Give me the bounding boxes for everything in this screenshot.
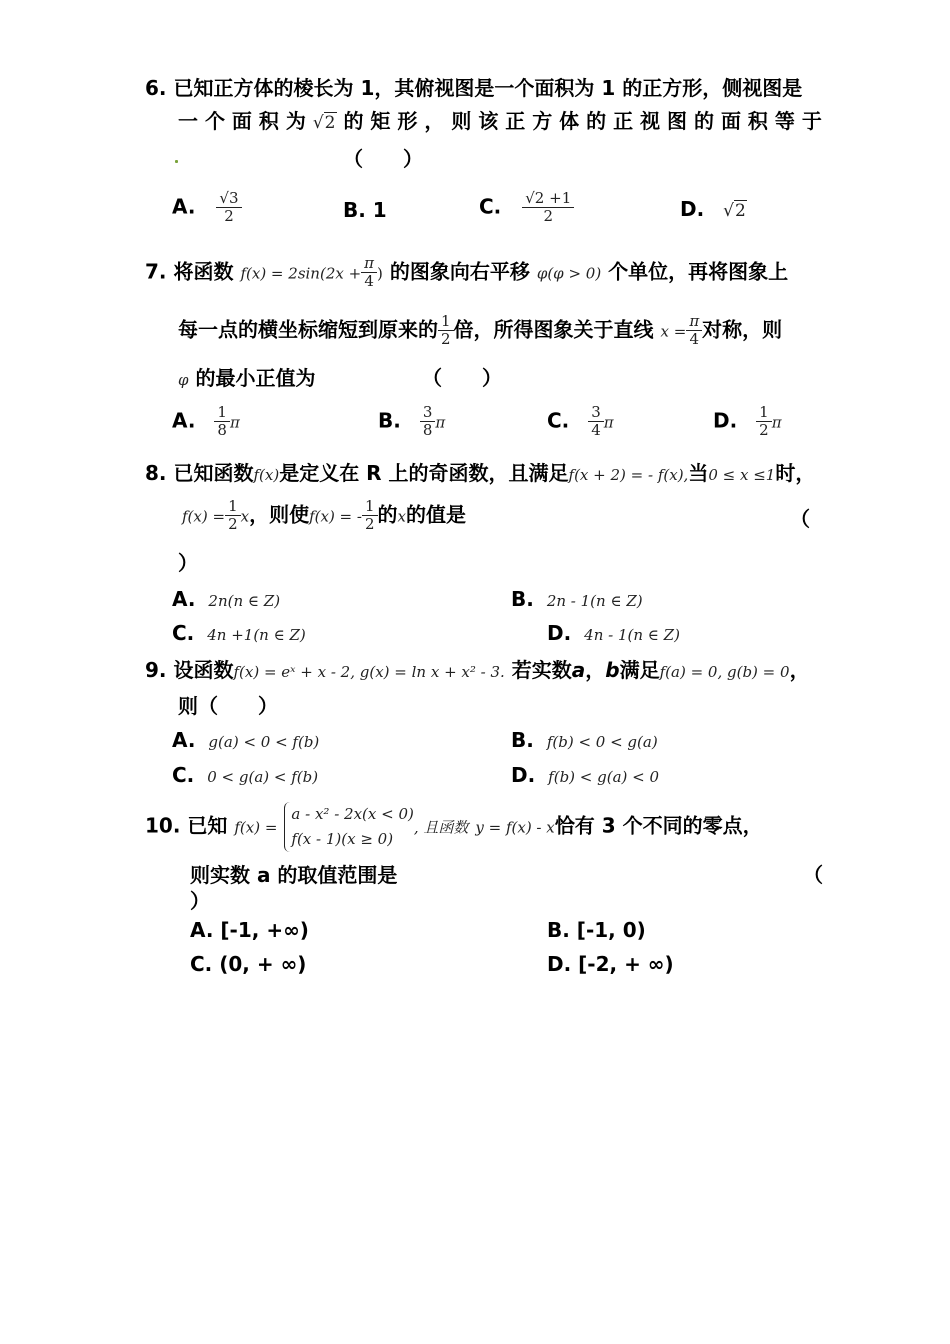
q7-option-c-label: C.: [547, 408, 570, 433]
q6-option-a-label: A.: [172, 194, 196, 219]
q8-half: $\frac{1}{2}$: [225, 498, 241, 534]
q7-option-b-frac: $\frac{3}{8}$: [420, 404, 436, 440]
q7-option-d-frac: $\frac{1}{2}$: [756, 404, 772, 440]
q7-option-c-frac: $\frac{3}{4}$: [588, 404, 604, 440]
q6-option-d-sqrt: √2: [723, 201, 746, 221]
q7-option-a-label: A.: [172, 408, 196, 433]
q9-option-d-label: D.: [511, 763, 536, 787]
q7-label: 7. 将函数: [145, 259, 234, 284]
q8-line2-t2: 的: [377, 502, 398, 527]
q9-option-d: [511, 765, 659, 785]
q7-option-a: [172, 404, 240, 440]
q7-option-d-label: D.: [713, 408, 738, 433]
q10-line1: [145, 802, 763, 852]
q8-line2-x: x: [240, 507, 250, 526]
q6-option-d: [680, 199, 747, 220]
q7-option-a-frac: $\frac{1}{8}$: [214, 404, 230, 440]
q8-half-2: $\frac{1}{2}$: [362, 498, 378, 534]
q8-t2: 当: [688, 461, 709, 485]
q6-line2-a: 一 个 面 积 为: [178, 109, 306, 133]
q8-option-a-label: A.: [172, 587, 196, 611]
q8-option-a: [172, 589, 280, 609]
q9-option-b-value: f(b) < 0 < g(a): [546, 733, 658, 751]
q7-option-b-label: B.: [378, 408, 401, 433]
q8-line1: [145, 463, 815, 483]
q8-line2-f: f(x) =: [182, 507, 226, 526]
q9-option-b-label: B.: [511, 728, 534, 752]
q8-option-b: [511, 589, 643, 609]
q9-t1: 若实数: [511, 658, 572, 682]
q8-option-d: [547, 623, 680, 643]
pi-symbol: π: [435, 413, 446, 432]
q6-option-c: [479, 190, 574, 226]
q10-piecewise: [284, 802, 413, 852]
q6-option-b: B. 1: [343, 198, 387, 222]
q7-line2-b: 倍，所得图象关于直线: [453, 317, 654, 342]
q8-line2-f2: f(x) = -: [309, 507, 362, 526]
pi-symbol: π: [771, 413, 782, 432]
q6-line2-b: 的 矩 形 ， 则 该 正 方 体 的 正 视 图 的 面 积 等 于: [343, 109, 822, 133]
q8-cond: f(x + 2) = - f(x),: [568, 466, 689, 484]
q9-option-a-label: A.: [172, 728, 196, 752]
q8-option-c-label: C.: [172, 621, 195, 645]
q8-line2-x2: x: [397, 507, 406, 526]
q7-option-d: [713, 404, 782, 440]
q8-paren-open: （: [790, 507, 810, 531]
q10-line2: 则实数 a 的取值范围是: [190, 863, 398, 887]
q8-option-d-value: 4n - 1(n ∈ Z): [584, 626, 680, 644]
q8-label: 8. 已知函数: [145, 461, 254, 485]
q7-line1: [145, 255, 788, 291]
q10-option-d: D. [-2, + ∞): [547, 952, 674, 976]
q10-option-c: C. (0, + ∞): [190, 952, 307, 976]
q8-fx: f(x): [253, 466, 280, 484]
q7-half: $\frac{1}{2}$: [438, 313, 454, 349]
q10-fx: f(x) =: [234, 818, 278, 837]
q10-yfunc: y = f(x) - x: [475, 818, 555, 837]
q8-line2: [182, 498, 466, 534]
q8-t3: 时，: [775, 461, 816, 485]
q10-label: 10. 已知: [145, 813, 228, 838]
q10-paren-close: ）: [190, 889, 210, 913]
q6-paren: （ ）: [343, 147, 423, 171]
q8-option-c: [172, 623, 306, 643]
q9-option-a-value: g(a) < 0 < f(b): [208, 733, 320, 751]
q9-func: f(x) = eˣ + x - 2, g(x) = ln x + x² - 3.: [233, 663, 505, 681]
q7-paren: （ ）: [422, 366, 502, 390]
q8-range: 0 ≤ x ≤1: [708, 466, 776, 484]
q8-option-b-value: 2n - 1(n ∈ Z): [546, 592, 643, 610]
q9-option-c-label: C.: [172, 763, 195, 787]
q8-line2-t3: 的值是: [405, 502, 466, 527]
q8-line2-t1: ，则使: [249, 502, 310, 527]
q7-line-pi4: $\frac{\pi}{4}$: [686, 313, 702, 349]
q10-paren-open: （: [803, 863, 823, 887]
q7-phi: φ(φ > 0): [536, 264, 602, 283]
q7-line3-phi: φ: [178, 371, 189, 389]
q9-label: 9. 设函数: [145, 658, 234, 682]
q7-func-close: ): [377, 264, 383, 283]
q9-cond: f(a) = 0, g(b) = 0: [659, 663, 790, 681]
q6-sqrt2: √2: [312, 113, 336, 133]
q10-case2: f(x - 1)(x ≥ 0): [291, 829, 394, 848]
q9-b: b: [605, 658, 620, 682]
q9-option-a: [172, 730, 319, 750]
q9-a: a: [571, 658, 586, 682]
q9-option-c: [172, 765, 318, 785]
q8-option-d-label: D.: [547, 621, 572, 645]
q6-option-c-label: C.: [479, 194, 502, 219]
pi-symbol: π: [229, 413, 240, 432]
q10-case1: a - x² - 2x(x < 0): [291, 805, 414, 823]
q8-option-b-label: B.: [511, 587, 534, 611]
q7-line3-b: 的最小正值为: [195, 366, 316, 390]
q7-t1: 的图象向右平移: [389, 259, 530, 284]
q6-option-d-label: D.: [680, 197, 705, 221]
q6-option-c-frac: $\frac{√2 +1}{2}$: [522, 190, 574, 226]
q7-option-b: [378, 404, 445, 440]
q7-pi-over-4: $\frac{\pi}{4}$: [361, 255, 377, 291]
q10-option-a: A. [-1, +∞): [190, 918, 309, 942]
q7-line2-c: 对称，则: [702, 317, 783, 342]
q10-t1: , 且函数: [413, 818, 469, 837]
q7-t2: 个单位，再将图象上: [608, 259, 789, 284]
q7-x-eq: x =: [660, 322, 687, 341]
q9-comma: ，: [585, 658, 606, 682]
q7-option-c: [547, 404, 614, 440]
q7-func: f(x) = 2sin(2x +: [240, 264, 362, 283]
q6-line1: 6. 已知正方体的棱长为 1，其俯视图是一个面积为 1 的正方形，侧视图是: [145, 76, 803, 100]
q8-t1: 是定义在 R 上的奇函数，且满足: [279, 461, 569, 485]
q9-line2: 则（ ）: [178, 694, 278, 718]
q8-option-a-value: 2n(n ∈ Z): [208, 592, 281, 610]
stray-mark: [175, 160, 178, 163]
q8-paren-close: ）: [178, 551, 198, 575]
q7-line2: [178, 313, 782, 349]
q9-line1: [145, 660, 810, 680]
q6-option-a-frac: $\frac{√3}{2}$: [216, 190, 241, 226]
q9-option-d-value: f(b) < g(a) < 0: [548, 768, 660, 786]
q8-option-c-value: 4n +1(n ∈ Z): [207, 626, 306, 644]
q7-line2-a: 每一点的横坐标缩短到原来的: [178, 317, 438, 342]
q7-line3: [178, 368, 315, 388]
q9-t3: ，: [789, 658, 810, 682]
pi-symbol: π: [603, 413, 614, 432]
q10-option-b: B. [-1, 0): [547, 918, 646, 942]
q9-option-b: [511, 730, 658, 750]
q9-option-c-value: 0 < g(a) < f(b): [207, 768, 319, 786]
q9-t2: 满足: [619, 658, 660, 682]
q10-t2: 恰有 3 个不同的零点，: [554, 813, 763, 838]
q6-line2: [178, 111, 822, 132]
q6-option-a: [172, 190, 242, 226]
